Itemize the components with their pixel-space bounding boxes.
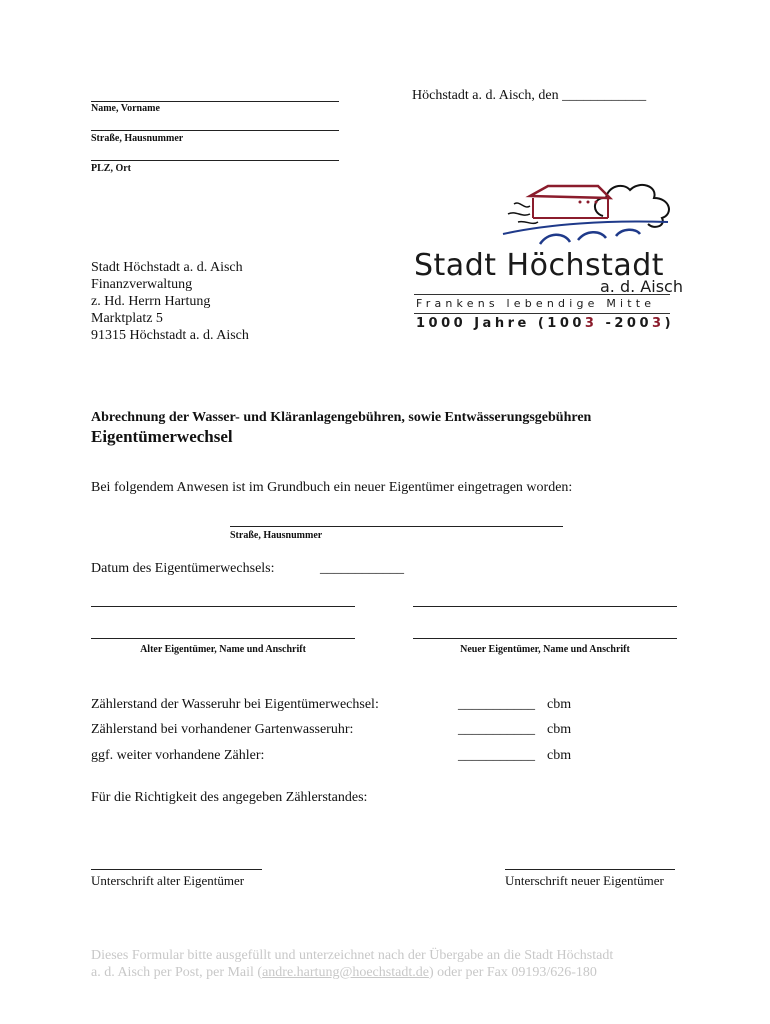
signature-line-old[interactable] <box>91 869 262 870</box>
meter-unit: cbm <box>547 697 572 712</box>
recipient-line: Finanzverwaltung <box>91 277 193 292</box>
email-link[interactable]: andre.hartung@hoechstadt.de <box>262 965 429 980</box>
city-logo <box>408 176 683 336</box>
logo-jubilee <box>416 316 674 331</box>
logo-title: Stadt Höchstadt <box>414 248 665 283</box>
footer-text: ) oder per Fax 09193/626-180 <box>428 965 597 980</box>
city-label: PLZ, Ort <box>91 163 131 174</box>
meter-field[interactable]: ___________ <box>458 748 535 763</box>
recipient-line: Marktplatz 5 <box>91 311 163 326</box>
recipient-line: 91315 Höchstadt a. d. Aisch <box>91 328 249 343</box>
jubilee-digit: 3 <box>584 316 598 331</box>
place-date: Höchstadt a. d. Aisch, den ____________ <box>412 88 647 103</box>
street-line[interactable] <box>91 130 339 131</box>
signature-line-new[interactable] <box>505 869 675 870</box>
meter-label: Zählerstand bei vorhandener Gartenwasseruhr: <box>91 722 354 737</box>
old-owner-line[interactable] <box>91 638 355 639</box>
subject-line: Abrechnung der Wasser- und Kläranlagengebühren, sowie Entwässerungsgebühren <box>91 410 592 425</box>
property-line[interactable] <box>230 526 563 527</box>
jubilee-text: ) <box>664 316 675 331</box>
castle-bridge-icon <box>408 176 678 251</box>
date-field[interactable]: ____________ <box>320 561 404 576</box>
confirm-text: Für die Richtigkeit des angegeben Zählerstandes: <box>91 790 368 805</box>
name-line[interactable] <box>91 101 339 102</box>
jubilee-digit: 3 <box>652 316 665 331</box>
logo-divider <box>414 294 670 295</box>
new-owner-label: Neuer Eigentümer, Name und Anschrift <box>460 644 630 655</box>
jubilee-text: 1000 Jahre (100 <box>416 316 585 331</box>
new-owner-line[interactable] <box>413 638 677 639</box>
signature-old-label: Unterschrift alter Eigentümer <box>91 873 245 888</box>
meter-label: ggf. weiter vorhandene Zähler: <box>91 748 265 763</box>
meter-label: Zählerstand der Wasseruhr bei Eigentümerwechsel: <box>91 697 379 712</box>
meter-unit: cbm <box>547 722 572 737</box>
street-label: Straße, Hausnummer <box>91 133 184 144</box>
intro-text: Bei folgendem Anwesen ist im Grundbuch ein neuer Eigentümer eingetragen worden: <box>91 480 573 495</box>
logo-tagline: Frankens lebendige Mitte <box>416 297 656 310</box>
meter-field[interactable]: ___________ <box>458 722 535 737</box>
old-owner-label: Alter Eigentümer, Name und Anschrift <box>140 644 306 655</box>
recipient-line: Stadt Höchstadt a. d. Aisch <box>91 260 243 275</box>
logo-divider <box>414 313 670 314</box>
old-owner-line[interactable] <box>91 606 355 607</box>
property-label: Straße, Hausnummer <box>230 530 323 541</box>
logo-subtitle: a. d. Aisch <box>600 277 683 296</box>
meter-unit: cbm <box>547 748 572 763</box>
meter-field[interactable]: ___________ <box>458 697 535 712</box>
date-label: Datum des Eigentümerwechsels: <box>91 561 275 576</box>
new-owner-line[interactable] <box>413 606 677 607</box>
footer-line <box>91 964 613 981</box>
footer-note <box>91 947 613 981</box>
footer-text: a. d. Aisch per Post, per Mail ( <box>91 965 263 980</box>
subject-title: Eigentümerwechsel <box>91 427 233 446</box>
footer-line: Dieses Formular bitte ausgefüllt und unterzeichnet nach der Übergabe an die Stadt Höchstadt <box>91 948 614 963</box>
recipient-line: z. Hd. Herrn Hartung <box>91 294 211 309</box>
jubilee-text: -200 <box>597 316 653 331</box>
signature-new-label: Unterschrift neuer Eigentümer <box>505 873 664 888</box>
city-line[interactable] <box>91 160 339 161</box>
recipient-address <box>91 259 249 344</box>
name-label: Name, Vorname <box>91 103 160 114</box>
